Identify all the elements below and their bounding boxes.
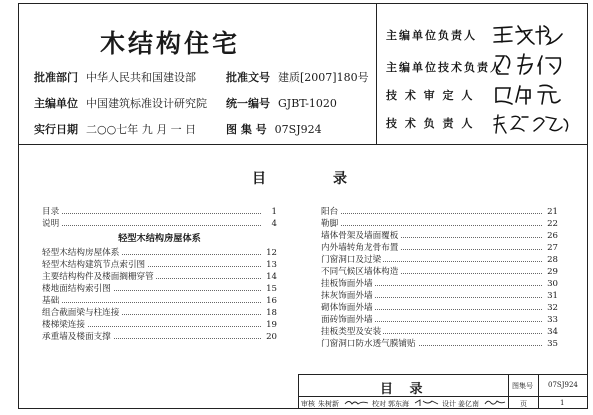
toc-entry — [42, 307, 277, 319]
responsible-role-3: 技 术 审 定 人 — [386, 89, 475, 102]
toc-entry — [321, 326, 558, 338]
approval-doc-label: 批准文号 — [226, 71, 270, 84]
toc-heading-right: 录 — [333, 171, 347, 187]
document-title: 木结构住宅 — [100, 29, 241, 58]
toc-entry-label: 砌体饰面外墙 — [321, 303, 373, 313]
toc-entry — [42, 247, 277, 259]
toc-entry-page: 15 — [266, 284, 277, 294]
checker-name: 郭东海 — [388, 400, 409, 408]
title-block-left-rule — [298, 374, 299, 409]
toc-entry — [321, 230, 558, 242]
toc-entry-page: 35 — [547, 339, 558, 349]
approval-dept-label: 批准部门 — [34, 71, 78, 84]
toc-entry-label: 抹灰饰面外墙 — [321, 291, 373, 301]
page-label: 页 — [520, 400, 527, 408]
atlas-number-value: 07SJ924 — [274, 123, 322, 136]
check-label: 校对 — [372, 400, 386, 408]
toc-entry-page: 30 — [547, 279, 558, 289]
toc-entry-label: 面砖饰面外墙 — [321, 315, 373, 325]
toc-entry-label: 挂板饰面外墙 — [321, 279, 373, 289]
title-block — [298, 374, 588, 409]
responsible-role-2: 主编单位技术负责人 — [386, 61, 503, 74]
reviewer-name: 朱树新 — [318, 400, 339, 408]
toc-entry-label: 门窗洞口及过梁 — [321, 255, 382, 265]
effective-date-value: 二○○七年 九 月 一 日 — [86, 123, 197, 136]
toc-entry-page: 21 — [547, 207, 558, 217]
toc-entry — [42, 319, 277, 331]
title-block-atlas-no: 07SJ924 — [548, 381, 578, 389]
toc-entry-page: 12 — [266, 248, 277, 258]
toc-heading-left: 目 — [252, 171, 266, 187]
toc-entry — [321, 290, 558, 302]
title-block-divider-1 — [508, 374, 509, 409]
atlas-number-label: 图 集 号 — [226, 123, 267, 136]
title-block-atlas-label: 图集号 — [512, 382, 533, 390]
title-block-mid-rule — [298, 396, 588, 397]
approval-dept-value: 中华人民共和国建设部 — [86, 71, 196, 84]
title-block-divider-2 — [538, 374, 539, 409]
toc-entry-page: 22 — [547, 219, 558, 229]
unified-no — [226, 95, 337, 111]
toc-entry-page: 29 — [547, 267, 558, 277]
toc-entry-page: 19 — [266, 320, 277, 330]
toc-entry — [42, 259, 277, 271]
toc-entry — [321, 218, 558, 230]
designer-name: 姜亿南 — [458, 400, 479, 408]
toc-entry-page: 28 — [547, 255, 558, 265]
toc-entry-label: 楼梯梁连接 — [42, 320, 85, 330]
handwritten-signature-2 — [490, 50, 580, 78]
leader-dots — [42, 225, 261, 226]
unified-no-label: 统一编号 — [226, 97, 270, 110]
toc-entry-page: 33 — [547, 315, 558, 325]
toc-entry — [42, 295, 277, 307]
toc-entry-page: 26 — [547, 231, 558, 241]
toc-entry-page: 31 — [547, 291, 558, 301]
toc-entry-page: 1 — [271, 207, 277, 217]
header-divider — [376, 3, 377, 144]
effective-date — [34, 121, 196, 137]
design-label: 设计 — [442, 400, 456, 408]
editor — [34, 95, 207, 111]
toc-entry-label: 楼地面结构索引图 — [42, 284, 111, 294]
toc-entry-page: 13 — [266, 260, 277, 270]
toc-entry-label: 阳台 — [321, 207, 339, 217]
toc-entry — [321, 242, 558, 254]
toc-entry-label: 轻型木结构房屋体系 — [42, 248, 120, 258]
toc-entry-label: 主要结构构件及楼面搁栅穿管 — [42, 272, 154, 282]
toc-entry — [42, 206, 277, 218]
page-number: 1 — [560, 399, 565, 407]
toc-entry-label: 勒脚 — [321, 219, 339, 229]
toc-entry — [321, 254, 558, 266]
toc-entry — [42, 283, 277, 295]
editor-value: 中国建筑标准设计研究院 — [86, 97, 207, 110]
toc-entry — [321, 266, 558, 278]
review-label: 审核 — [301, 400, 315, 408]
atlas-number — [226, 121, 322, 137]
handwritten-signature-1 — [490, 20, 580, 48]
toc-entry-page: 16 — [266, 296, 277, 306]
toc-entry — [42, 271, 277, 283]
unified-no-value: GJBT-1020 — [278, 97, 337, 110]
approval-dept — [34, 69, 196, 85]
handwritten-signature-4 — [490, 109, 580, 137]
toc-entry-page: 20 — [266, 332, 277, 342]
leader-dots — [321, 213, 542, 214]
toc-right-column — [321, 206, 558, 350]
toc-entry-label: 轻型木结构建筑节点索引图 — [42, 260, 146, 270]
designer-signature — [484, 398, 506, 407]
leader-dots — [42, 213, 261, 214]
toc-entry-label: 墙体骨架及墙面覆板 — [321, 231, 399, 241]
approval-doc — [226, 69, 369, 85]
toc-entry — [42, 331, 277, 343]
handwritten-signature-3 — [490, 80, 580, 108]
responsible-role-4: 技 术 负 责 人 — [386, 117, 475, 130]
toc-left-column — [42, 206, 277, 343]
toc-entry — [42, 218, 277, 230]
leader-dots — [42, 302, 261, 303]
reviewer-signature — [344, 398, 370, 407]
toc-entry — [321, 314, 558, 326]
toc-entry-page: 34 — [547, 327, 558, 337]
toc-entry-label: 组合截面梁与柱连接 — [42, 308, 120, 318]
toc-entry-label: 挂板类型及安装 — [321, 327, 382, 337]
toc-entry-label: 承重墙及楼面支撑 — [42, 332, 111, 342]
section-title: 轻型木结构房屋体系 — [118, 233, 201, 244]
toc-entry — [321, 278, 558, 290]
toc-entry — [321, 338, 558, 350]
title-block-top-rule — [298, 374, 588, 375]
effective-date-label: 实行日期 — [34, 123, 78, 136]
leader-dots — [321, 225, 542, 226]
toc-entry-page: 4 — [271, 219, 277, 229]
toc-entry-label: 门窗洞口防水透气膜铺贴 — [321, 339, 416, 349]
title-block-name: 目 录 — [380, 382, 429, 397]
toc-entry-page: 14 — [266, 272, 277, 282]
toc-entry-label: 不同气候区墙体构造 — [321, 267, 399, 277]
toc-entry-label: 目录 — [42, 207, 60, 217]
toc-entry-page: 27 — [547, 243, 558, 253]
toc-entry — [321, 302, 558, 314]
toc-entry-page: 18 — [266, 308, 277, 318]
toc-entry-label: 内外墙转角龙骨布置 — [321, 243, 399, 253]
responsible-role-1: 主编单位负责人 — [386, 29, 477, 42]
approval-doc-value: 建质[2007]180号 — [278, 71, 369, 84]
toc-entry-page: 32 — [547, 303, 558, 313]
toc-entry-label: 说明 — [42, 219, 60, 229]
header-bottom-rule — [18, 144, 588, 145]
checker-signature — [414, 398, 440, 407]
toc-entry-label: 基础 — [42, 296, 60, 306]
toc-entry — [321, 206, 558, 218]
editor-label: 主编单位 — [34, 97, 78, 110]
